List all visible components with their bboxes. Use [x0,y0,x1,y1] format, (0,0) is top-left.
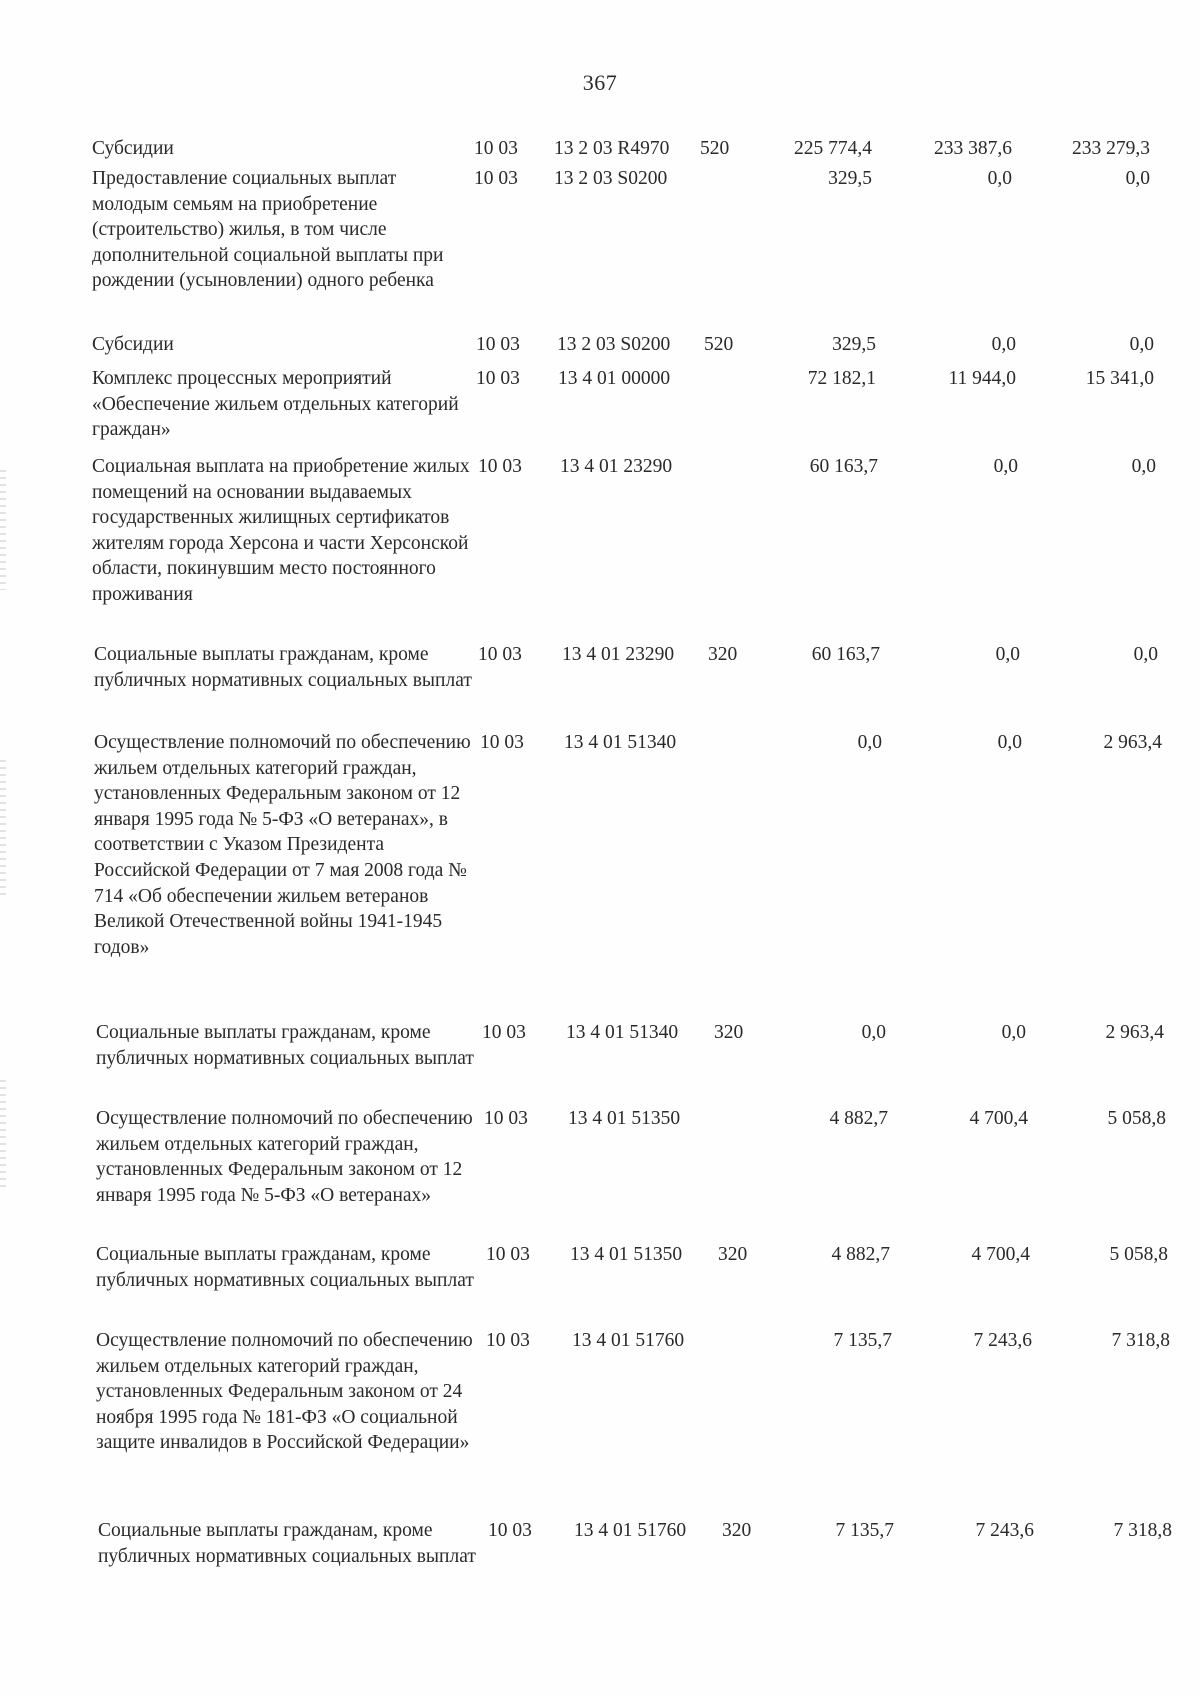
row-value-3: 0,0 [1133,644,1158,665]
row-name: Осуществление полномочий по обеспечению жильем отдельных категорий граждан, установленных Федеральным законом от 24 ноября 1995 года № 181-ФЗ «О социальной защите инвалидов в Российской Федерации» [96,1330,473,1454]
row-value-1: 4 882,7 [829,1108,888,1129]
row-value-2: 0,0 [987,168,1012,189]
row-section: 10 03 [474,168,518,189]
row-expense-type: 320 [718,1244,748,1265]
row-value-1: 225 774,4 [794,138,872,159]
row-value-1: 0,0 [861,1022,886,1043]
row-section: 10 03 [484,1108,528,1129]
row-target-code: 13 4 01 23290 [560,456,673,477]
row-value-1: 329,5 [832,334,876,355]
row-expense-type: 320 [714,1022,744,1043]
row-name: Социальные выплаты гражданам, кроме публичных нормативных социальных выплат [96,1244,474,1291]
row-value-3: 2 963,4 [1105,1022,1164,1043]
row-value-1: 4 882,7 [831,1244,890,1265]
row-target-code: 13 4 01 51350 [570,1244,683,1265]
row-name: Социальные выплаты гражданам, кроме публичных нормативных социальных выплат [98,1520,476,1567]
row-expense-type: 320 [722,1520,752,1541]
row-name: Осуществление полномочий по обеспечению жильем отдельных категорий граждан, установленных Федеральным законом от 12 января 1995 года № 5-ФЗ «О ветеранах» [96,1108,473,1206]
row-value-3: 15 341,0 [1085,368,1154,389]
row-value-3: 7 318,8 [1113,1520,1172,1541]
row-value-2: 0,0 [997,732,1022,753]
scan-edge-artifact [0,760,6,900]
row-name: Осуществление полномочий по обеспечению жильем отдельных категорий граждан, установленных Федеральным законом от 12 января 1995 года № 5-ФЗ «О ветеранах», в соответствии с Указом Президента Российской Федерации от 7 мая 2008 года № 714 «Об обеспечении жильем ветеранов Великой Отечественной войны 1941-1945 годов» [94,732,471,958]
row-name: Социальные выплаты гражданам, кроме публичных нормативных социальных выплат [94,644,472,691]
row-value-3: 0,0 [1129,334,1154,355]
scan-edge-artifact [0,1080,6,1190]
row-value-2: 233 387,6 [934,138,1012,159]
row-value-3: 5 058,8 [1109,1244,1168,1265]
row-section: 10 03 [478,644,522,665]
row-section: 10 03 [480,732,524,753]
row-section: 10 03 [476,334,520,355]
row-section: 10 03 [482,1022,526,1043]
row-expense-type: 320 [708,644,738,665]
row-value-1: 7 135,7 [833,1330,892,1351]
row-value-3: 0,0 [1125,168,1150,189]
row-target-code: 13 4 01 51760 [574,1520,687,1541]
row-name: Социальная выплата на приобретение жилых помещений на основании выдаваемых государственных жилищных сертификатов жителям города Херсона и части Херсонской области, покинувшим место постоянного проживания [92,456,470,605]
row-target-code: 13 4 01 51340 [564,732,677,753]
row-section: 10 03 [486,1330,530,1351]
row-section: 10 03 [478,456,522,477]
scan-edge-artifact [0,470,6,590]
row-target-code: 13 4 01 51760 [572,1330,685,1351]
row-target-code: 13 4 01 23290 [562,644,675,665]
row-name: Предоставление социальных выплат молодым семьям на приобретение (строительство) жилья, в том числе дополнительной социальной выплаты при рождении (усыновлении) одного ребенка [92,168,444,292]
row-value-3: 5 058,8 [1107,1108,1166,1129]
row-section: 10 03 [476,368,520,389]
row-value-2: 7 243,6 [973,1330,1032,1351]
row-value-2: 4 700,4 [969,1108,1028,1129]
row-value-3: 2 963,4 [1103,732,1162,753]
row-value-2: 0,0 [991,334,1016,355]
row-value-1: 0,0 [857,732,882,753]
row-name: Субсидии [92,334,174,355]
row-value-2: 0,0 [1001,1022,1026,1043]
row-target-code: 13 4 01 51350 [568,1108,681,1129]
row-value-3: 7 318,8 [1111,1330,1170,1351]
row-value-3: 233 279,3 [1072,138,1150,159]
row-name: Субсидии [92,138,174,159]
row-value-2: 0,0 [993,456,1018,477]
row-value-3: 0,0 [1131,456,1156,477]
row-value-1: 7 135,7 [835,1520,894,1541]
row-target-code: 13 2 03 S0200 [557,334,671,355]
row-value-2: 4 700,4 [971,1244,1030,1265]
row-section: 10 03 [488,1520,532,1541]
row-value-1: 72 182,1 [807,368,876,389]
page-number: 367 [582,70,618,95]
row-value-2: 0,0 [995,644,1020,665]
row-target-code: 13 2 03 R4970 [554,138,670,159]
row-value-1: 329,5 [828,168,872,189]
row-name: Социальные выплаты гражданам, кроме публичных нормативных социальных выплат [96,1022,474,1069]
row-target-code: 13 4 01 51340 [566,1022,679,1043]
row-target-code: 13 4 01 00000 [558,368,671,389]
row-section: 10 03 [474,138,518,159]
row-value-2: 7 243,6 [975,1520,1034,1541]
row-value-2: 11 944,0 [948,368,1016,389]
row-value-1: 60 163,7 [809,456,878,477]
row-section: 10 03 [486,1244,530,1265]
row-expense-type: 520 [700,138,730,159]
row-value-1: 60 163,7 [811,644,880,665]
row-expense-type: 520 [704,334,734,355]
row-target-code: 13 2 03 S0200 [554,168,668,189]
row-name: Комплекс процессных мероприятий «Обеспечение жильем отдельных категорий граждан» [92,368,459,441]
